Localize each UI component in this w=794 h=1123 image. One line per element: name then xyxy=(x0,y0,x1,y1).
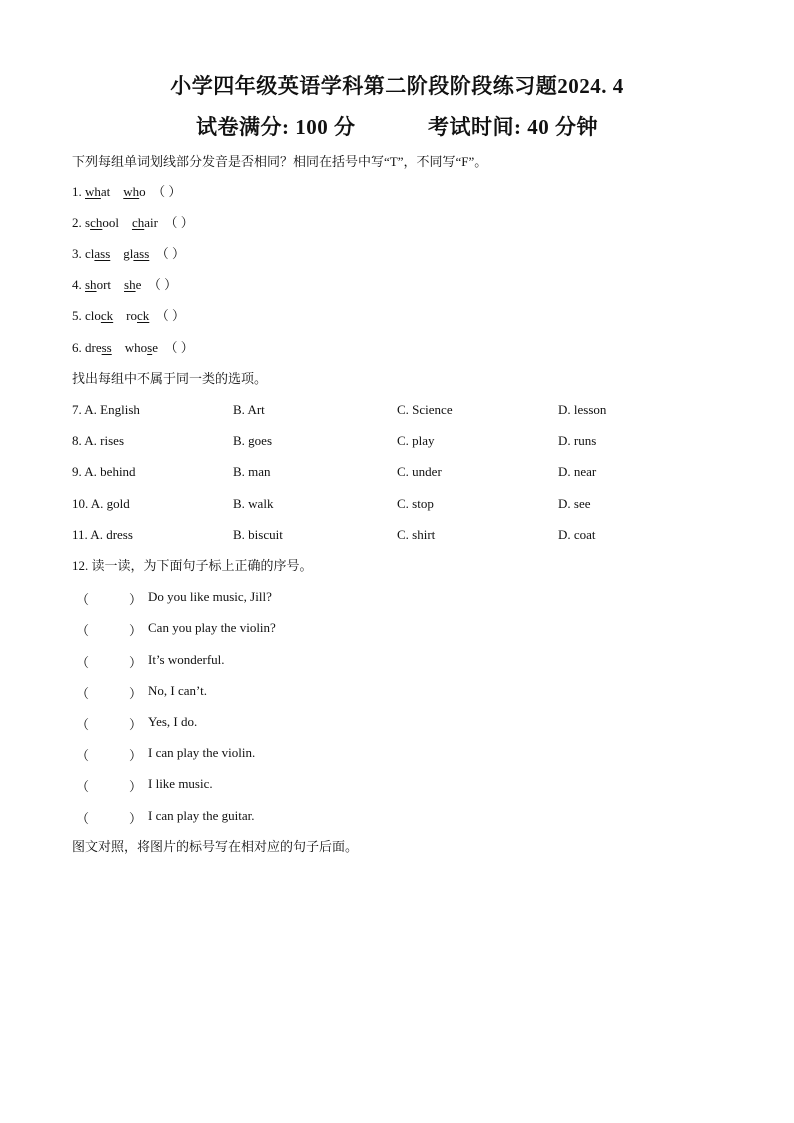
section2-instruction: 找出每组中不属于同一类的选项。 xyxy=(72,371,268,386)
section3-instruction: 12. 读一读，为下面句子标上正确的序号。 xyxy=(72,558,313,573)
close-paren: ） xyxy=(129,686,143,701)
dialogue-row xyxy=(0,776,794,792)
option-b: B. biscuit xyxy=(233,527,283,542)
phonics-row xyxy=(72,184,181,200)
item-number: 3. xyxy=(72,246,82,261)
item-number: 2. xyxy=(72,215,82,230)
option-b: B. man xyxy=(233,464,271,479)
close-paren: ） xyxy=(129,717,143,732)
answer-parentheses: （ ） xyxy=(155,246,186,261)
answer-parentheses: （ ） xyxy=(147,277,178,292)
item-number: 6. xyxy=(72,340,82,355)
open-paren: （ xyxy=(76,811,90,826)
open-paren: （ xyxy=(76,623,90,638)
option-row xyxy=(0,527,794,543)
item-number: 5. xyxy=(72,308,82,323)
exam-title: 小学四年级英语学科第二阶段阶段练习题2024. 4 xyxy=(170,74,624,98)
word-part: ool xyxy=(102,215,119,230)
word-part: dre xyxy=(85,340,102,355)
item-number: 4. xyxy=(72,277,82,292)
close-paren: ） xyxy=(129,779,143,794)
close-paren: ） xyxy=(129,748,143,763)
full-score: 试卷满分: 100 分 xyxy=(196,115,356,139)
word-part: gl xyxy=(123,246,134,261)
underlined-letters: ck xyxy=(100,308,114,323)
dialogue-row xyxy=(0,620,794,636)
item-number: 1. xyxy=(72,184,82,199)
dialogue-row xyxy=(0,808,794,824)
close-paren: ） xyxy=(129,623,143,638)
option-c: C. Science xyxy=(397,402,453,417)
word-part: e xyxy=(135,277,142,292)
option-c: C. play xyxy=(397,433,435,448)
dialogue-sentence: Yes, I do. xyxy=(148,714,198,729)
underlined-letters: ass xyxy=(133,246,150,261)
close-paren: ） xyxy=(129,655,143,670)
option-b: B. goes xyxy=(233,433,272,448)
section4-instruction: 图文对照，将图片的标号写在相对应的句子后面。 xyxy=(72,839,359,854)
open-paren: （ xyxy=(76,686,90,701)
dialogue-sentence: No, I can’t. xyxy=(148,683,207,698)
word-part: cl xyxy=(85,246,95,261)
underlined-letters: ass xyxy=(94,246,111,261)
word-part: air xyxy=(144,215,158,230)
option-row xyxy=(0,402,794,418)
answer-parentheses: （ ） xyxy=(152,184,182,199)
underlined-letters: ck xyxy=(137,308,150,323)
underlined-letters: ch xyxy=(131,215,145,230)
underlined-letters: wh xyxy=(85,184,101,199)
word-part: ort xyxy=(96,277,112,292)
dialogue-row xyxy=(0,683,794,699)
answer-parentheses: （ ） xyxy=(164,215,194,230)
close-paren: ） xyxy=(129,592,143,607)
option-b: B. Art xyxy=(233,402,265,417)
section1-instruction: 下列每组单词划线部分发音是否相同？相同在括号中写“T”，不同写“F”。 xyxy=(72,154,488,169)
answer-parentheses: （ ） xyxy=(155,308,186,323)
option-a: 9. A. behind xyxy=(72,464,136,479)
word-part: clo xyxy=(85,308,101,323)
option-a: 8. A. rises xyxy=(72,433,124,448)
option-a: 7. A. English xyxy=(72,402,140,417)
underlined-letters: ch xyxy=(90,215,103,230)
option-c: C. shirt xyxy=(397,527,436,542)
option-a: 10. A. gold xyxy=(72,496,130,511)
dialogue-sentence: I can play the violin. xyxy=(148,745,256,760)
underlined-letters: ss xyxy=(101,340,112,355)
underlined-letters: sh xyxy=(124,277,136,292)
word-part: o xyxy=(139,184,146,199)
word-part: at xyxy=(100,184,111,199)
option-d: D. see xyxy=(558,496,591,511)
open-paren: （ xyxy=(76,779,90,794)
open-paren: （ xyxy=(76,655,90,670)
word-part: ro xyxy=(126,308,138,323)
close-paren: ） xyxy=(129,811,143,826)
option-d: D. runs xyxy=(558,433,597,448)
phonics-row xyxy=(72,308,185,324)
phonics-row xyxy=(72,277,177,293)
dialogue-row xyxy=(0,714,794,730)
option-b: B. walk xyxy=(233,496,274,511)
open-paren: （ xyxy=(76,592,90,607)
underlined-letters: sh xyxy=(85,277,97,292)
dialogue-sentence: I can play the guitar. xyxy=(148,808,255,823)
option-a: 11. A. dress xyxy=(72,527,133,542)
underlined-letters: s xyxy=(147,340,153,355)
option-c: C. stop xyxy=(397,496,434,511)
underlined-letters: wh xyxy=(123,184,140,199)
word-part: who xyxy=(124,340,148,355)
word-part: s xyxy=(85,215,91,230)
dialogue-sentence: Do you like music, Jill? xyxy=(148,589,272,604)
option-d: D. lesson xyxy=(558,402,607,417)
option-d: D. coat xyxy=(558,527,596,542)
dialogue-sentence: Can you play the violin? xyxy=(148,620,276,635)
word-part: e xyxy=(152,340,158,355)
answer-parentheses: （ ） xyxy=(164,340,194,355)
exam-time: 考试时间: 40 分钟 xyxy=(428,115,598,139)
option-d: D. near xyxy=(558,464,597,479)
phonics-row xyxy=(72,340,194,356)
option-row xyxy=(0,433,794,449)
option-row xyxy=(0,464,794,480)
dialogue-row xyxy=(0,652,794,668)
option-row xyxy=(0,496,794,512)
open-paren: （ xyxy=(76,717,90,732)
option-c: C. under xyxy=(397,464,442,479)
dialogue-row xyxy=(0,745,794,761)
dialogue-row xyxy=(0,589,794,605)
open-paren: （ xyxy=(76,748,90,763)
phonics-row xyxy=(72,246,185,262)
dialogue-sentence: It’s wonderful. xyxy=(148,652,225,667)
phonics-row xyxy=(72,215,194,231)
dialogue-sentence: I like music. xyxy=(148,776,213,791)
